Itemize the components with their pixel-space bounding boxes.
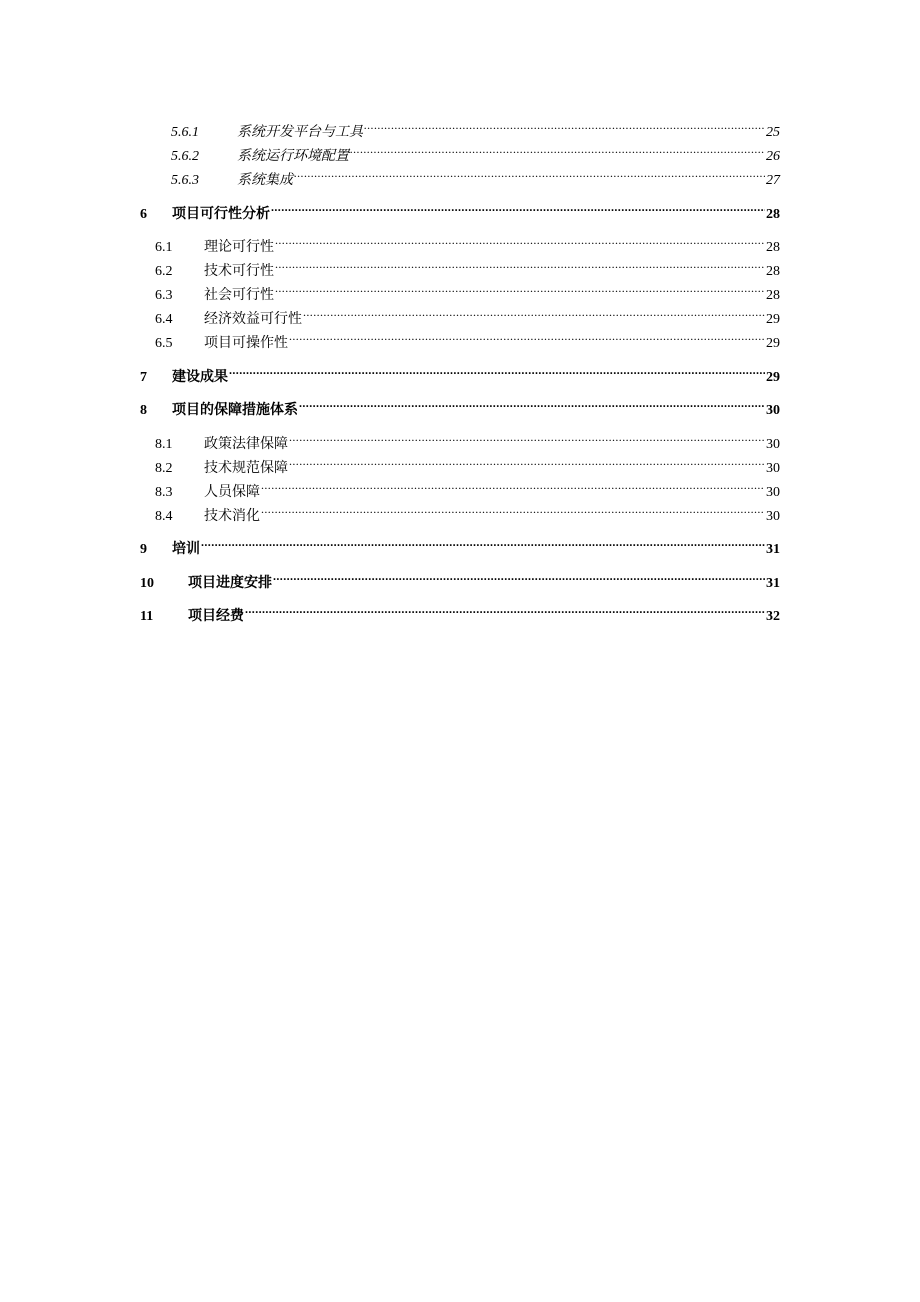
toc-entry-number: 5.6.1 xyxy=(171,125,199,140)
toc-entry-number: 9 xyxy=(140,542,147,557)
toc-dot-leader xyxy=(275,251,765,275)
toc-entry-page: 27 xyxy=(766,173,780,188)
toc-entry-page: 29 xyxy=(766,370,780,385)
toc-entry-page: 31 xyxy=(766,542,780,557)
toc-entry-title: 项目的保障措施体系 xyxy=(172,403,298,418)
toc-entry-page: 29 xyxy=(766,336,780,351)
toc-entry-title: 系统集成 xyxy=(237,173,293,188)
toc-entry-page: 28 xyxy=(766,264,780,279)
toc-entry-6-5[interactable] xyxy=(0,323,920,351)
toc-entry-title: 经济效益可行性 xyxy=(204,312,302,327)
toc-entry-page: 30 xyxy=(766,485,780,500)
toc-entry-8-1[interactable] xyxy=(0,424,920,452)
toc-entry-page: 28 xyxy=(766,207,780,222)
toc-entry-page: 32 xyxy=(766,609,780,624)
toc-entry-11[interactable] xyxy=(0,596,920,624)
toc-entry-6-4[interactable] xyxy=(0,299,920,327)
toc-entry-6-1[interactable] xyxy=(0,227,920,255)
toc-dot-leader xyxy=(294,160,765,184)
toc-dot-leader xyxy=(303,299,765,323)
toc-entry-number: 7 xyxy=(140,370,147,385)
toc-entry-page: 25 xyxy=(766,125,780,140)
toc-entry-title: 系统运行环境配置 xyxy=(237,149,349,164)
toc-dot-leader xyxy=(289,424,765,448)
toc-entry-page: 28 xyxy=(766,288,780,303)
toc-dot-leader xyxy=(245,596,765,620)
toc-entry-number: 8 xyxy=(140,403,147,418)
toc-entry-5-6-1[interactable] xyxy=(0,112,920,140)
toc-entry-8-3[interactable] xyxy=(0,472,920,500)
toc-dot-leader xyxy=(273,563,765,587)
toc-entry-title: 培训 xyxy=(172,542,200,557)
toc-entry-10[interactable] xyxy=(0,563,920,591)
toc-entry-8-4[interactable] xyxy=(0,496,920,524)
toc-entry-6[interactable] xyxy=(0,194,920,222)
toc-dot-leader xyxy=(229,357,765,381)
toc-dot-leader xyxy=(275,275,765,299)
toc-dot-leader xyxy=(271,194,765,218)
toc-dot-leader xyxy=(364,112,765,136)
toc-entry-title: 项目可行性分析 xyxy=(172,207,270,222)
toc-entry-5-6-3[interactable] xyxy=(0,160,920,188)
toc-dot-leader xyxy=(261,472,765,496)
toc-entry-title: 系统开发平台与工具 xyxy=(237,125,363,140)
toc-entry-number: 6 xyxy=(140,207,147,222)
toc-entry-6-2[interactable] xyxy=(0,251,920,279)
toc-entry-number: 6.3 xyxy=(155,288,173,303)
toc-dot-leader xyxy=(350,136,765,160)
toc-entry-title: 技术规范保障 xyxy=(204,461,288,476)
toc-entry-page: 30 xyxy=(766,403,780,418)
toc-dot-leader xyxy=(261,496,765,520)
toc-entry-title: 技术消化 xyxy=(204,509,260,524)
toc-entry-title: 项目可操作性 xyxy=(204,336,288,351)
toc-entry-number: 8.3 xyxy=(155,485,173,500)
toc-dot-leader xyxy=(201,529,765,553)
toc-dot-leader xyxy=(275,227,765,251)
toc-entry-title: 技术可行性 xyxy=(204,264,274,279)
toc-entry-8[interactable] xyxy=(0,390,920,418)
toc-dot-leader xyxy=(289,448,765,472)
toc-entry-page: 26 xyxy=(766,149,780,164)
toc-entry-number: 6.2 xyxy=(155,264,173,279)
toc-entry-number: 5.6.3 xyxy=(171,173,199,188)
toc-dot-leader xyxy=(289,323,765,347)
toc-entry-number: 8.2 xyxy=(155,461,173,476)
toc-entry-title: 政策法律保障 xyxy=(204,437,288,452)
toc-entry-title: 人员保障 xyxy=(204,485,260,500)
toc-entry-number: 6.1 xyxy=(155,240,173,255)
toc-entry-page: 29 xyxy=(766,312,780,327)
toc-entry-8-2[interactable] xyxy=(0,448,920,476)
toc-entry-number: 11 xyxy=(140,609,154,624)
toc-entry-page: 30 xyxy=(766,437,780,452)
toc-entry-number: 6.5 xyxy=(155,336,173,351)
toc-entry-page: 31 xyxy=(766,576,780,591)
toc-entry-number: 8.1 xyxy=(155,437,173,452)
toc-entry-title: 建设成果 xyxy=(172,370,228,385)
toc-entry-7[interactable] xyxy=(0,357,920,385)
toc-entry-number: 8.4 xyxy=(155,509,173,524)
toc-entry-number: 10 xyxy=(140,576,154,591)
toc-entry-5-6-2[interactable] xyxy=(0,136,920,164)
toc-entry-9[interactable] xyxy=(0,529,920,557)
toc-entry-title: 社会可行性 xyxy=(204,288,274,303)
toc-entry-title: 理论可行性 xyxy=(204,240,274,255)
toc-entry-page: 28 xyxy=(766,240,780,255)
toc-entry-number: 5.6.2 xyxy=(171,149,199,164)
toc-entry-title: 项目经费 xyxy=(188,609,244,624)
toc-entry-page: 30 xyxy=(766,509,780,524)
toc-entry-title: 项目进度安排 xyxy=(188,576,272,591)
toc-entry-6-3[interactable] xyxy=(0,275,920,303)
toc-entry-number: 6.4 xyxy=(155,312,173,327)
toc-entry-page: 30 xyxy=(766,461,780,476)
toc-dot-leader xyxy=(299,390,765,414)
